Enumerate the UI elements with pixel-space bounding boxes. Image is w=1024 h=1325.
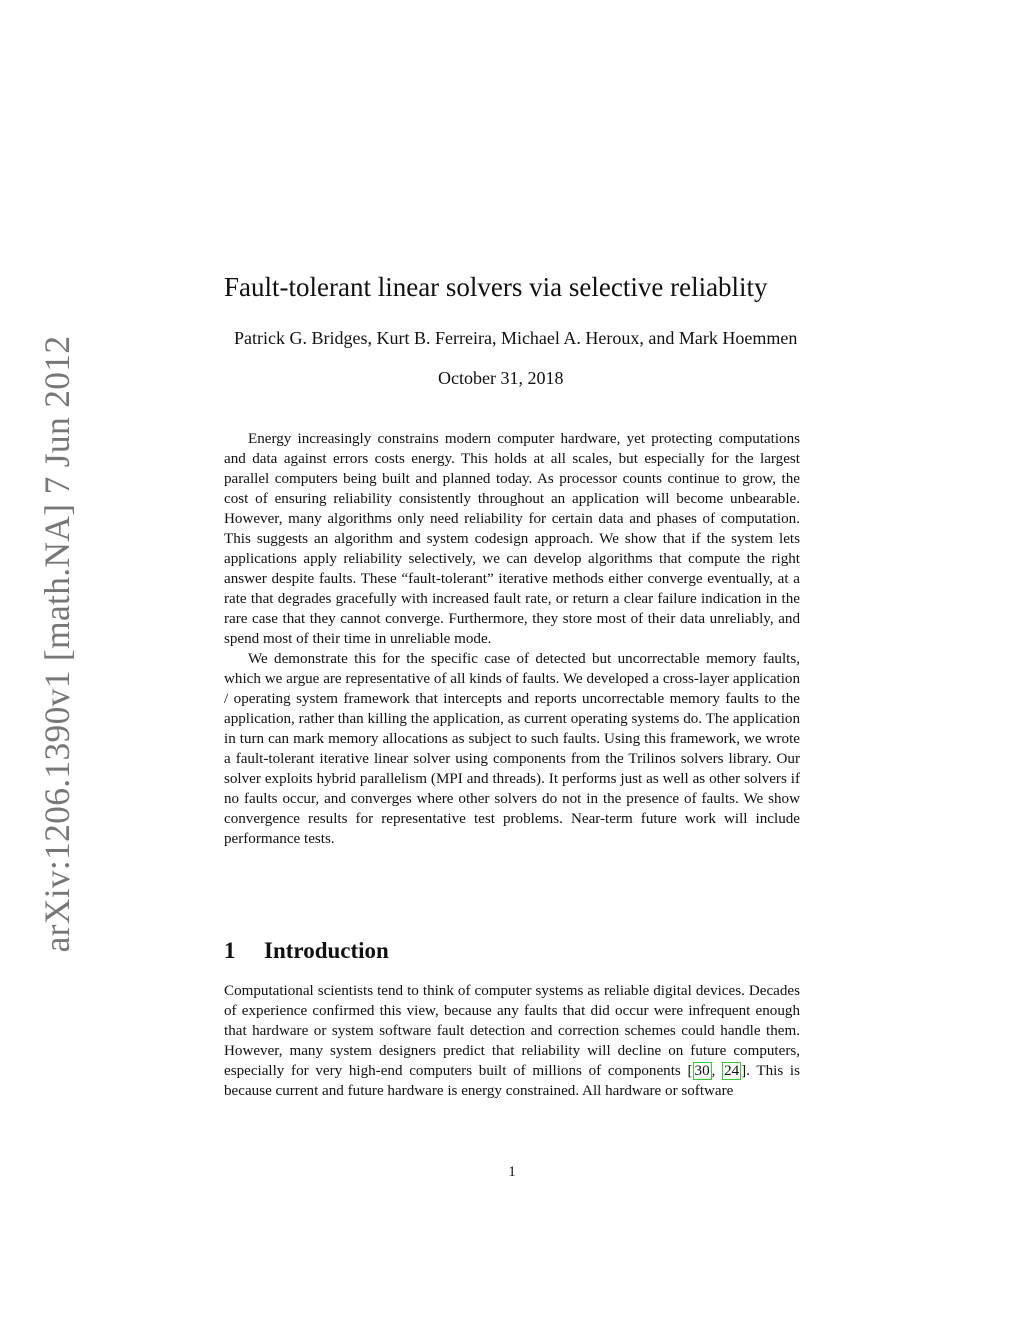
abstract — [224, 429, 800, 849]
intro-paragraph — [224, 981, 800, 1101]
intro-text-before-citations: Computational scientists tend to think of computer systems as reliable digital devices. Decades of experience confirmed this view, because any faults that did occur were infrequent enough that hardware or system software fault detection and correction schemes could handle them. However, many system designers predict that reliability will decline on future computers, especially for very high-end computers built of millions of components [ — [224, 983, 800, 1079]
abstract-paragraph-1: Energy increasingly constrains modern computer hardware, yet protecting computations and data against errors costs energy. This holds at all scales, but especially for the largest parallel computers being built and planned today. As processor counts continue to grow, the cost of ensuring reliability consistently throughout an application will become unbearable. However, many algorithms only need reliability for certain data and phases of computation. This suggests an algorithm and system codesign approach. We show that if the system lets applications apply reliability selectively, we can develop algorithms that compute the right answer despite faults. These “fault-tolerant” iterative methods either converge eventually, at a rate that degrades gracefully with increased fault rate, or return a clear failure indication in the rare case that they cannot converge. Furthermore, they store most of their data unreliably, and spend most of their time in unreliable mode. — [224, 431, 800, 647]
section-heading-introduction — [224, 936, 389, 966]
section-number: 1 — [224, 938, 236, 963]
citation-separator: , — [711, 1063, 723, 1079]
citation-link-30[interactable]: 30 — [694, 1063, 710, 1079]
introduction-body — [224, 981, 800, 1101]
paper-date: October 31, 2018 — [438, 368, 564, 388]
intro-text-after-citations: ]. This is because current and future hardware is energy constrained. All hardware or software — [224, 1063, 800, 1099]
paper-title: Fault-tolerant linear solvers via selective reliablity — [224, 272, 768, 302]
citation-link-24[interactable]: 24 — [724, 1063, 740, 1079]
author-list: Patrick G. Bridges, Kurt B. Ferreira, Michael A. Heroux, and Mark Hoemmen — [234, 328, 798, 348]
arxiv-side-stamp[interactable]: arXiv:1206.1390v1 [math.NA] 7 Jun 2012 — [37, 335, 77, 953]
abstract-paragraph-2: We demonstrate this for the specific case of detected but uncorrectable memory faults, which we argue are representative of all kinds of faults. We developed a cross-layer application / operating system framework that intercepts and reports uncorrectable memory faults to the application, rather than killing the application, as current operating systems do. The application in turn can mark memory allocations as subject to such faults. Using this framework, we wrote a fault-tolerant iterative linear solver using components from the Trilinos solvers library. Our solver exploits hybrid parallelism (MPI and threads). It performs just as well as other solvers if no faults occur, and converges where other solvers do not in the presence of faults. We show convergence results for representative test problems. Near-term future work will include performance tests. — [224, 651, 800, 847]
section-title: Introduction — [264, 938, 389, 963]
page-number: 1 — [508, 1164, 516, 1180]
